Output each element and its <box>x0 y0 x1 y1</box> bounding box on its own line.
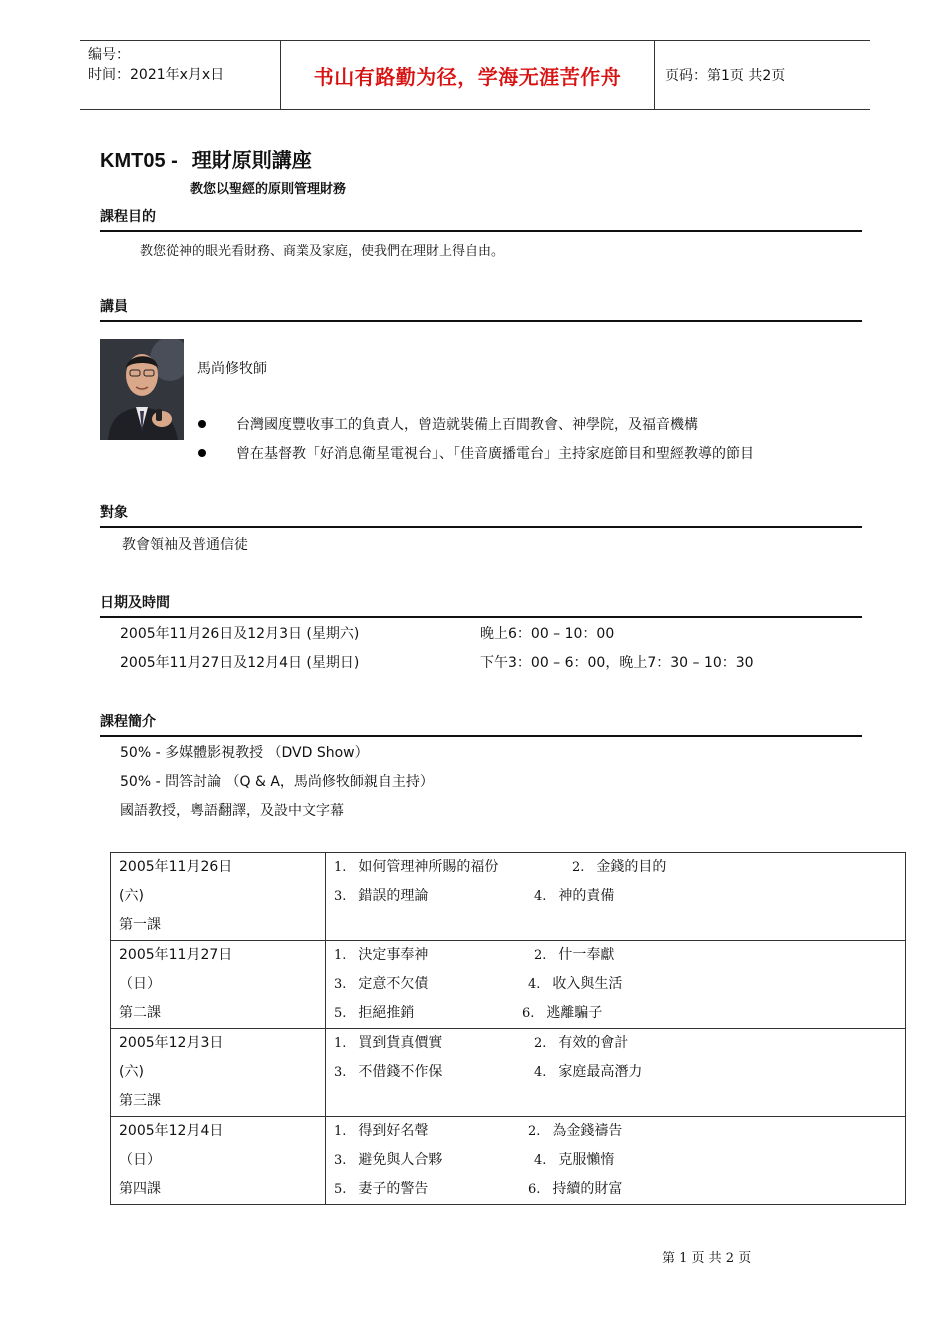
table-row <box>111 1117 906 1205</box>
speaker-photo <box>100 339 184 440</box>
topic-number: 5. <box>334 1006 347 1021</box>
topic-number: 4. <box>534 1065 547 1080</box>
topic-text: 買到貨真價實 <box>358 1035 443 1051</box>
topic-text: 克服懶惰 <box>558 1152 615 1168</box>
bullet-icon <box>198 420 206 428</box>
topic-number: 4. <box>528 977 541 992</box>
topic-number: 1. <box>334 948 347 963</box>
topic-row <box>334 853 905 882</box>
session-label: 第四課 <box>119 1181 161 1197</box>
header-page-info: 页码：第1页 共2页 <box>665 68 786 84</box>
topic-row <box>334 1029 905 1058</box>
header-time: 时间：2021年x月x日 <box>88 67 225 83</box>
schedule-time-2: 下午3：00 – 6：00，晚上7：30 – 10：30 <box>480 655 754 671</box>
topic-text: 有效的會計 <box>558 1035 629 1051</box>
topic-number: 3. <box>334 977 347 992</box>
document-header <box>80 40 870 110</box>
topic-number: 6. <box>528 1182 541 1197</box>
topic-number: 5. <box>334 1182 347 1197</box>
session-day: (六) <box>119 1064 144 1080</box>
topic-text: 決定事奉神 <box>358 947 429 963</box>
session-date: 2005年12月4日 <box>119 1123 224 1139</box>
session-topics-cell <box>326 941 906 1029</box>
session-date: 2005年11月27日 <box>119 947 233 963</box>
session-day: （日） <box>119 1152 161 1168</box>
session-day: (六) <box>119 888 144 904</box>
topic-text: 定意不欠債 <box>358 976 429 992</box>
session-date: 2005年12月3日 <box>119 1035 224 1051</box>
overview-line-2: 50% - 問答討論 （Q & A，馬尚修牧師親自主持） <box>120 774 434 790</box>
topic-text: 避免與人合夥 <box>358 1152 443 1168</box>
overview-line-1: 50% - 多媒體影視教授 （DVD Show） <box>120 745 369 761</box>
topic-number: 6. <box>522 1006 535 1021</box>
page-title <box>100 144 312 173</box>
course-code: KMT05 - <box>100 150 178 172</box>
section-heading-overview: 課程簡介 <box>100 711 862 737</box>
purpose-text: 教您從神的眼光看財務、商業及家庭，使我們在理財上得自由。 <box>140 244 505 259</box>
topic-row <box>334 1058 905 1087</box>
header-motto: 书山有路勤为径，学海无涯苦作舟 <box>280 41 655 109</box>
topic-number: 1. <box>334 1036 347 1051</box>
topic-text: 拒絕推銷 <box>358 1005 415 1021</box>
session-topics-cell <box>326 1029 906 1117</box>
speaker-bullet-text: 台灣國度豐收事工的負責人，曾造就裝備上百間教會、神學院，及福音機構 <box>236 417 698 433</box>
session-date: 2005年11月26日 <box>119 859 233 875</box>
topic-number: 3. <box>334 889 347 904</box>
topic-text: 得到好名聲 <box>358 1123 429 1139</box>
topic-text: 為金錢禱告 <box>552 1123 623 1139</box>
section-heading-schedule: 日期及時間 <box>100 592 862 618</box>
topic-number: 2. <box>528 1124 541 1139</box>
topic-text: 神的責備 <box>558 888 615 904</box>
course-name: 理財原則講座 <box>191 150 312 172</box>
page-footer: 第 1 页 共 2 页 <box>662 1251 752 1266</box>
topic-text: 什一奉獻 <box>558 947 615 963</box>
topic-text: 家庭最高潛力 <box>558 1064 643 1080</box>
section-heading-speaker: 講員 <box>100 296 862 322</box>
section-heading-audience: 對象 <box>100 502 862 528</box>
topic-text: 不借錢不作保 <box>358 1064 443 1080</box>
topic-text: 如何管理神所賜的福份 <box>358 859 499 875</box>
topic-row <box>334 970 905 999</box>
table-row <box>111 853 906 941</box>
topic-text: 逃離騙子 <box>546 1005 603 1021</box>
session-info-cell <box>111 853 326 941</box>
topic-row <box>334 999 905 1028</box>
table-row <box>111 1029 906 1117</box>
audience-text: 教會領袖及普通信徒 <box>122 537 248 553</box>
topic-number: 2. <box>572 860 585 875</box>
page-subtitle: 教您以聖經的原則管理財務 <box>190 182 347 197</box>
topic-text: 持續的財富 <box>552 1181 623 1197</box>
speaker-bullet-2 <box>198 443 754 463</box>
topic-text: 金錢的目的 <box>596 859 667 875</box>
sessions-table <box>110 852 906 1205</box>
session-label: 第二課 <box>119 1005 161 1021</box>
header-number: 编号： <box>88 47 130 63</box>
topic-text: 妻子的警告 <box>358 1181 429 1197</box>
header-meta <box>80 41 280 109</box>
session-label: 第三課 <box>119 1093 161 1109</box>
session-topics-cell <box>326 1117 906 1205</box>
topic-text: 錯誤的理論 <box>358 888 429 904</box>
topic-number: 2. <box>534 948 547 963</box>
session-info-cell <box>111 1117 326 1205</box>
speaker-bullet-1 <box>198 414 698 434</box>
topic-row <box>334 941 905 970</box>
topic-number: 2. <box>534 1036 547 1051</box>
table-row <box>111 941 906 1029</box>
section-heading-purpose: 課程目的 <box>100 206 862 232</box>
topic-number: 4. <box>534 1153 547 1168</box>
schedule-date-1: 2005年11月26日及12月3日 (星期六) <box>120 626 360 642</box>
topic-row <box>334 882 905 911</box>
topic-text: 收入與生活 <box>552 976 623 992</box>
topic-number: 1. <box>334 1124 347 1139</box>
topic-row <box>334 1146 905 1175</box>
session-info-cell <box>111 1029 326 1117</box>
topic-number: 1. <box>334 860 347 875</box>
bullet-icon <box>198 449 206 457</box>
overview-line-3: 國語教授，粵語翻譯，及設中文字幕 <box>120 803 344 819</box>
topic-number: 3. <box>334 1153 347 1168</box>
schedule-date-2: 2005年11月27日及12月4日 (星期日) <box>120 655 360 671</box>
topic-row <box>334 1117 905 1146</box>
schedule-time-1: 晚上6：00 – 10：00 <box>480 626 615 642</box>
topic-number: 3. <box>334 1065 347 1080</box>
speaker-bullet-text: 曾在基督教「好消息衛星電視台」、「佳音廣播電台」主持家庭節目和聖經教導的節目 <box>236 446 754 462</box>
session-day: （日） <box>119 976 161 992</box>
speaker-name: 馬尚修牧師 <box>197 361 267 377</box>
session-label: 第一課 <box>119 917 161 933</box>
session-info-cell <box>111 941 326 1029</box>
topic-number: 4. <box>534 889 547 904</box>
topic-row <box>334 1175 905 1204</box>
session-topics-cell <box>326 853 906 941</box>
